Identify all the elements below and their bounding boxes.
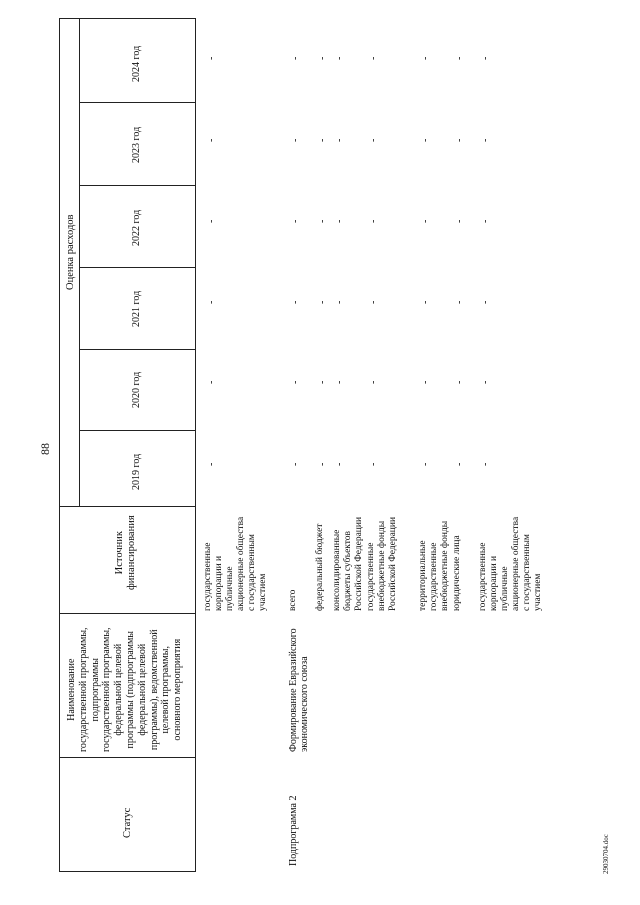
header-cost-estimate: Оценка расходов: [65, 214, 76, 290]
funding-source-label: государственные внебюджетные фонды Российской Федерации: [366, 516, 398, 611]
prev-row-value-5: -: [206, 138, 217, 142]
subprogram-row-1-value-1: -: [290, 462, 301, 466]
prev-row-value-2: -: [206, 380, 217, 384]
subprogram-row-3-value-1: -: [334, 462, 345, 466]
subprogram-row-5-value-5: -: [420, 138, 431, 142]
subprogram-row-4-value-6: -: [368, 56, 379, 60]
header-program-name: Наименование государственной программы, подпрограммы государственной программы, федеральной целевой программы (подпрограммы федеральной целевой программы), ведомственной целевой программы, основного мероприятия: [66, 627, 184, 752]
funding-source-label: федеральный бюджет: [315, 523, 325, 611]
header-year-2021: 2021 год: [131, 290, 142, 327]
subprogram-row-2-value-4: -: [317, 219, 328, 223]
subprogram-row-3-value-5: -: [334, 138, 345, 142]
subprogram-row-3-value-6: -: [334, 56, 345, 60]
year-divider-2: [79, 349, 196, 350]
year-divider-5: [79, 102, 196, 103]
subprogram-row-2-value-6: -: [317, 56, 328, 60]
subprogram-name: Формирование Евразийского экономического союза: [288, 628, 310, 752]
subprogram-row-2-value-5: -: [317, 138, 328, 142]
subprogram-row-1-value-2: -: [290, 380, 301, 384]
header-year-2019: 2019 год: [131, 453, 142, 490]
subprogram-row-5-value-2: -: [420, 380, 431, 384]
header-year-2023: 2023 год: [131, 126, 142, 163]
subprogram-row-1-value-5: -: [290, 138, 301, 142]
header-year-2020: 2020 год: [131, 371, 142, 408]
subprogram-row-2-value-1: -: [317, 462, 328, 466]
subprogram-row-2-value-2: -: [317, 380, 328, 384]
table-top-border: [59, 18, 60, 872]
subprogram-row-1-value-4: -: [290, 219, 301, 223]
subprogram-row-2-value-3: -: [317, 300, 328, 304]
table-bottom-border: [195, 18, 196, 872]
prev-source-label: государственные корпорации и публичные акционерные общества с государственным участием: [203, 516, 268, 611]
subprogram-row-7-value-1: -: [480, 462, 491, 466]
subprogram-row-4-value-5: -: [368, 138, 379, 142]
subprogram-row-7-value-3: -: [480, 300, 491, 304]
footer-document-code: 29030704.doc: [602, 834, 610, 874]
year-divider-4: [79, 185, 196, 186]
subprogram-row-5-value-6: -: [420, 56, 431, 60]
year-divider-3: [79, 267, 196, 268]
subprogram-row-6-value-6: -: [454, 56, 465, 60]
prev-row-value-4: -: [206, 219, 217, 223]
prev-row-value-1: -: [206, 462, 217, 466]
header-left-border: [59, 871, 196, 872]
subprogram-row-1-value-3: -: [290, 300, 301, 304]
page-number: 88: [38, 443, 52, 455]
subprogram-row-4-value-3: -: [368, 300, 379, 304]
subprogram-row-3-value-4: -: [334, 219, 345, 223]
col-divider-status-name: [59, 757, 196, 758]
subprogram-row-4-value-4: -: [368, 219, 379, 223]
col-divider-name-source: [59, 613, 196, 614]
subprogram-row-6-value-4: -: [454, 219, 465, 223]
year-divider-1: [79, 430, 196, 431]
prev-row-value-3: -: [206, 300, 217, 304]
subprogram-row-4-value-1: -: [368, 462, 379, 466]
header-year-2024: 2024 год: [131, 45, 142, 82]
subprogram-row-6-value-5: -: [454, 138, 465, 142]
funding-source-label: государственные корпорации и публичные акционерные общества с государственным участием: [478, 516, 543, 611]
funding-source-label: территориальные государственные внебюджетные фонды: [418, 520, 450, 611]
subprogram-row-6-value-2: -: [454, 380, 465, 384]
subprogram-row-5-value-1: -: [420, 462, 431, 466]
subprogram-row-6-value-3: -: [454, 300, 465, 304]
estimate-subheader-line: [79, 18, 80, 507]
funding-source-label: юридические лица: [452, 535, 462, 611]
subprogram-row-4-value-2: -: [368, 380, 379, 384]
subprogram-row-6-value-1: -: [454, 462, 465, 466]
subprogram-row-3-value-2: -: [334, 380, 345, 384]
subprogram-row-7-value-2: -: [480, 380, 491, 384]
header-funding-source: Источник финансирования: [114, 515, 137, 590]
subprogram-row-7-value-6: -: [480, 56, 491, 60]
subprogram-row-7-value-4: -: [480, 219, 491, 223]
subprogram-row-1-value-6: -: [290, 56, 301, 60]
funding-source-label: всего: [288, 589, 298, 611]
subprogram-row-5-value-3: -: [420, 300, 431, 304]
prev-row-value-6: -: [206, 56, 217, 60]
header-status: Статус: [122, 807, 133, 838]
funding-source-label: консолидированные бюджеты субъектов Российской Федерации: [332, 516, 364, 611]
subprogram-status: Подпрограмма 2: [288, 795, 299, 866]
header-year-2022: 2022 год: [131, 209, 142, 246]
subprogram-row-5-value-4: -: [420, 219, 431, 223]
subprogram-row-3-value-3: -: [334, 300, 345, 304]
subprogram-row-7-value-5: -: [480, 138, 491, 142]
